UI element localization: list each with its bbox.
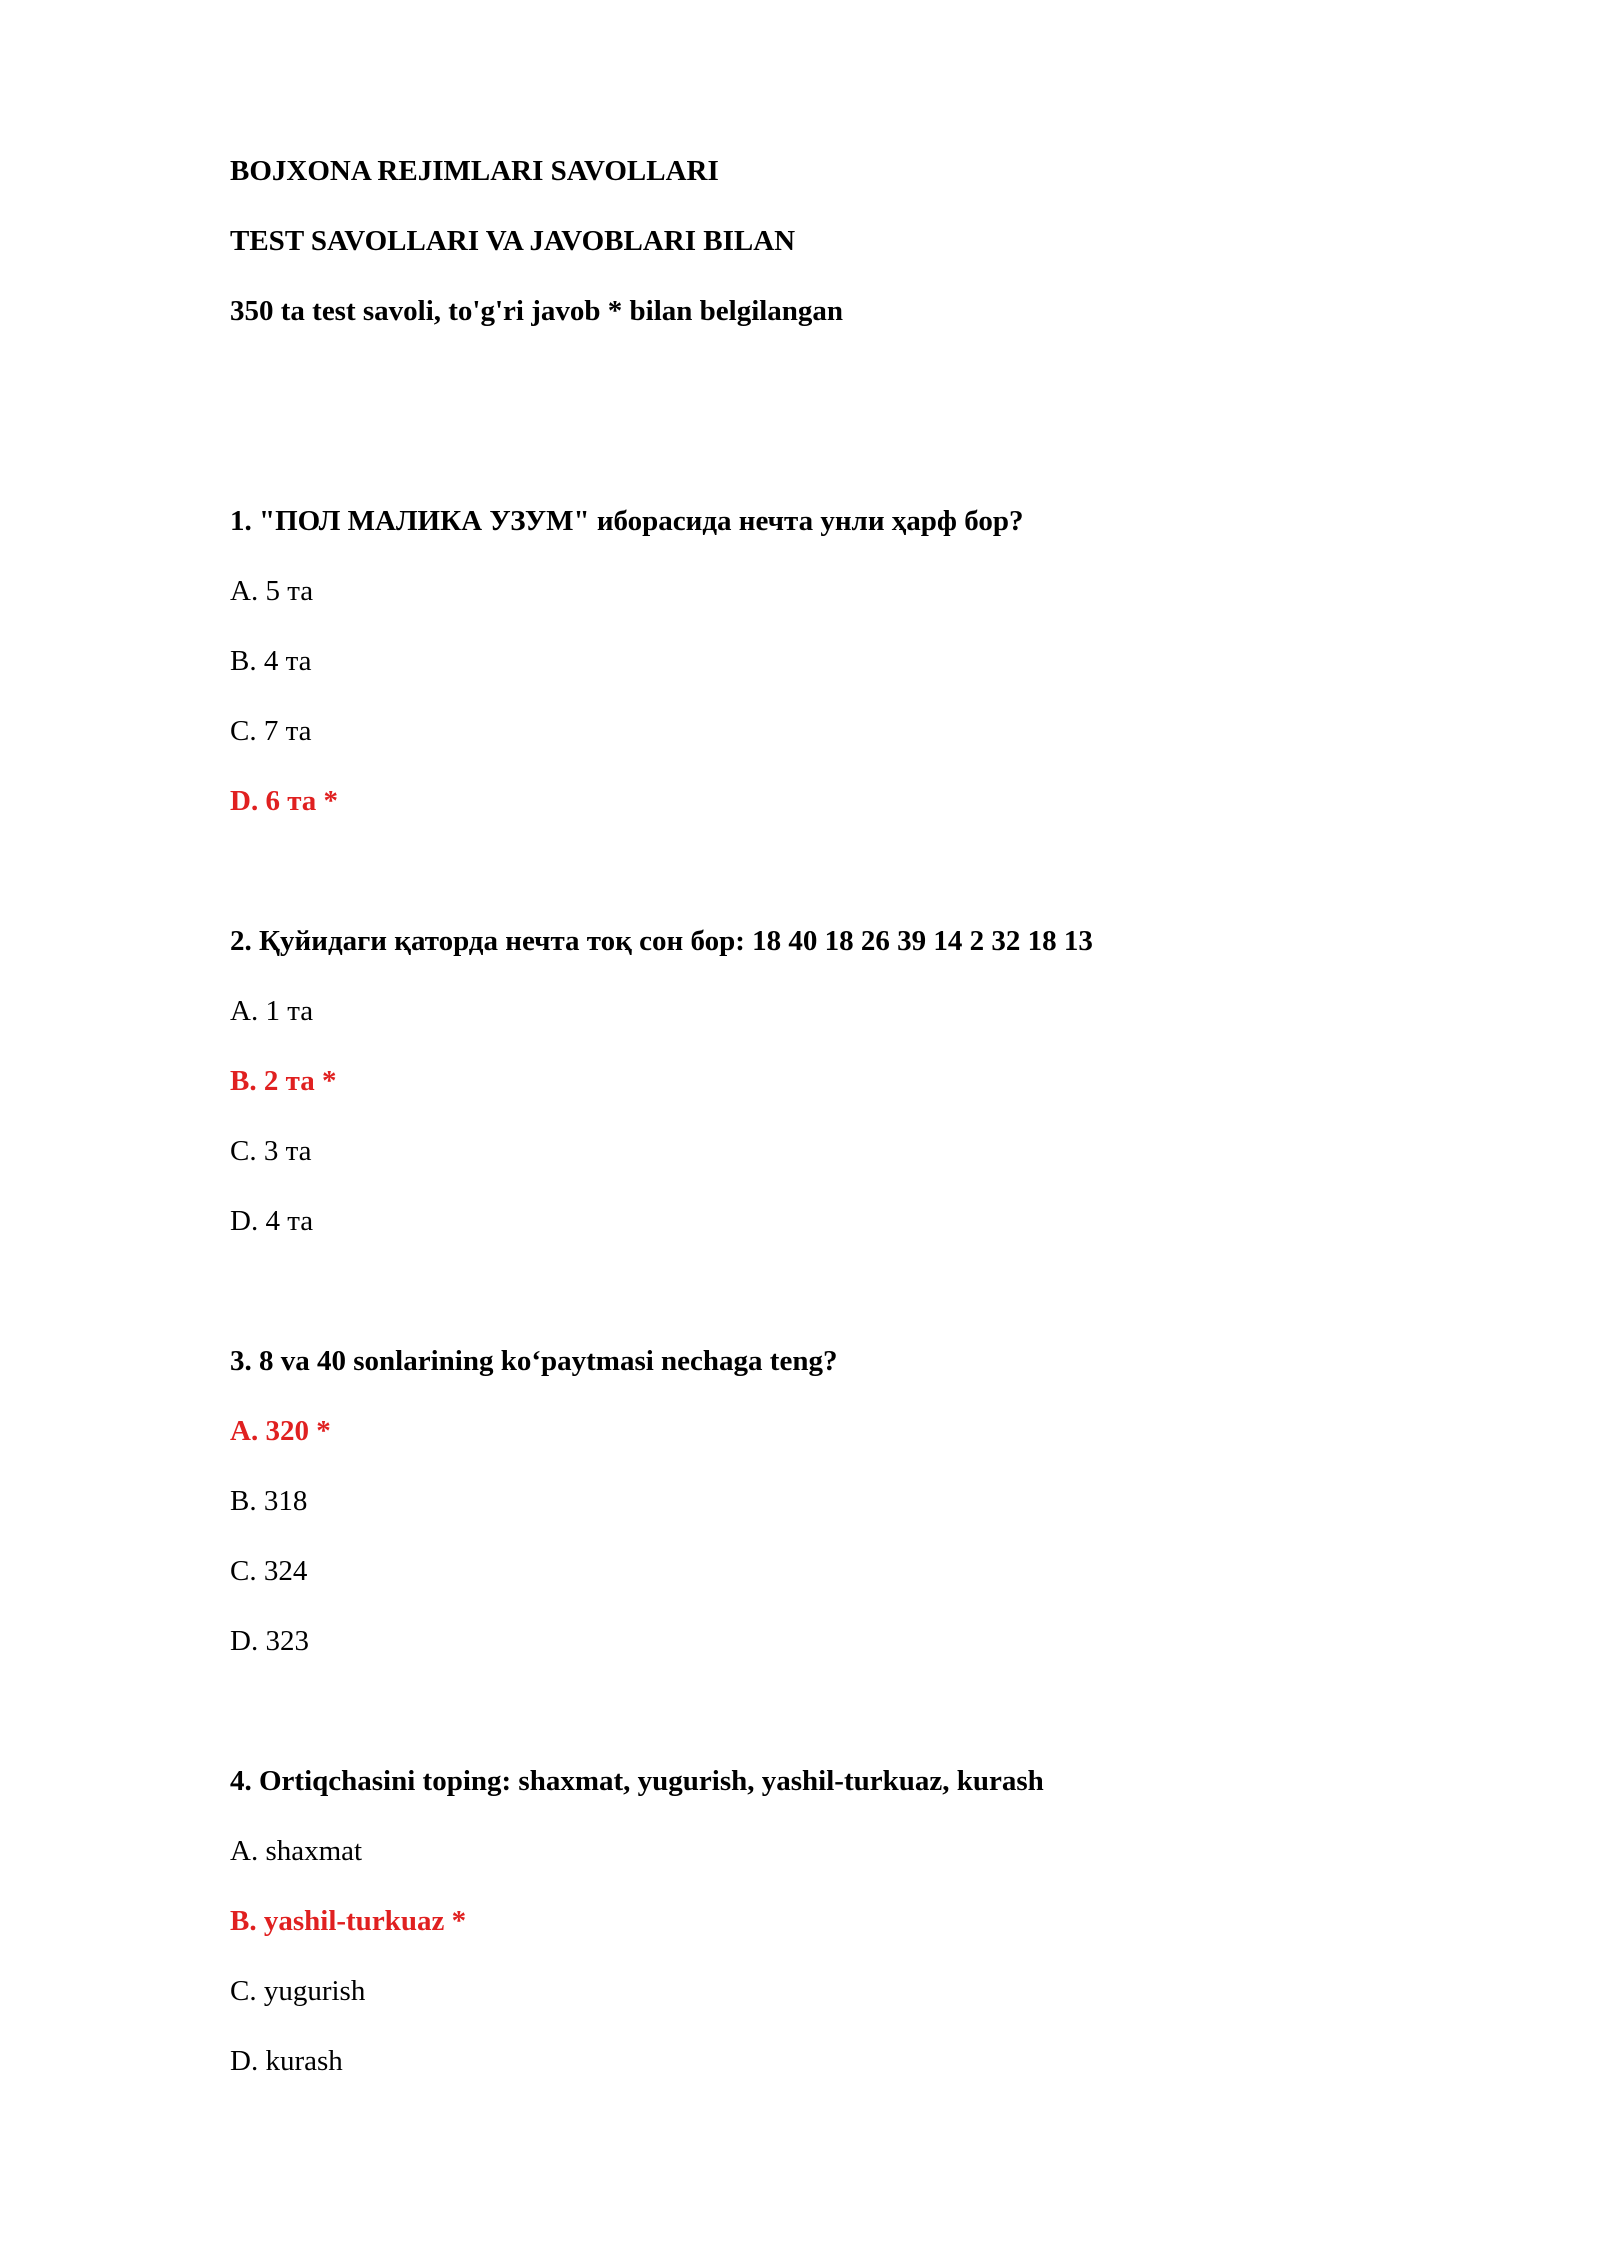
answer-option: C. 3 та [230, 1135, 312, 1167]
answer-option: D. 323 [230, 1625, 309, 1657]
correct-answer-option: D. 6 та * [230, 785, 339, 817]
answer-option: D. 4 та [230, 1205, 314, 1237]
correct-answer-option: A. 320 * [230, 1415, 331, 1447]
answer-option: C. 324 [230, 1555, 308, 1587]
answer-option: C. 7 та [230, 715, 312, 747]
document-title: BOJXONA REJIMLARI SAVOLLARI [230, 155, 719, 187]
answer-option: D. kurash [230, 2045, 343, 2077]
answer-option: A. 5 та [230, 575, 314, 607]
answer-option: B. 4 та [230, 645, 312, 677]
question-text: 3. 8 va 40 sonlarining ko‘paytmasi nechaga teng? [230, 1345, 838, 1377]
question-text: 2. Қуйидаги қаторда нечта тоқ сон бор: 18 40 18 26 39 14 2 32 18 13 [230, 925, 1093, 957]
correct-answer-option: B. 2 та * [230, 1065, 337, 1097]
question-text: 4. Ortiqchasini toping: shaxmat, yugurish, yashil-turkuaz, kurash [230, 1765, 1044, 1797]
document-description: 350 ta test savoli, to'g'ri javob * bilan belgilangan [230, 295, 844, 327]
answer-option: A. shaxmat [230, 1835, 363, 1867]
question-text: 1. "ПОЛ МАЛИКА УЗУМ" иборасида нечта унли ҳарф бор? [230, 505, 1024, 537]
correct-answer-option: B. yashil-turkuaz * [230, 1905, 467, 1937]
answer-option: B. 318 [230, 1485, 308, 1517]
document-subtitle: TEST SAVOLLARI VA JAVOBLARI BILAN [230, 225, 796, 257]
answer-option: A. 1 та [230, 995, 314, 1027]
answer-option: C. yugurish [230, 1975, 366, 2007]
